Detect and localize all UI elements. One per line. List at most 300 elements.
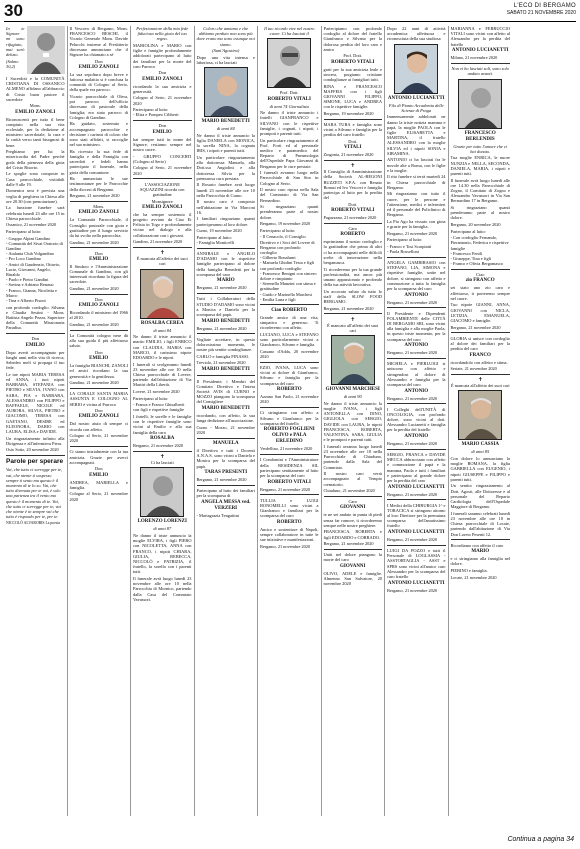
continuation-note: Continua a pagina 34	[507, 836, 574, 843]
notice-date: Chiuduno, 21 novembre 2020	[323, 488, 375, 494]
participants-list: - Il Cenacolo, il Consiglio Direttivo e i Soci del Lovere di Bergamo con profondo cordoglio - Gilberto Bonalumi - Manuela Ghidini Testa e figli con profondo cordoglio - Francesco Benigni con sincero dolore e rimpianto - Serenella Manzini con stima e gratitudine - Guido e Marinella Marchesi - Emilia Lana e figli	[260, 234, 317, 302]
portrait-photo	[394, 44, 438, 94]
title: Dott.	[348, 139, 358, 144]
notice-date: Gandino, 21 novembre 2020	[69, 239, 119, 245]
divider	[70, 446, 129, 447]
deceased-name: ROSALBA CEREA	[140, 320, 184, 326]
notice-text: Ne danno il triste annuncio il marito EMILIO, i figli ENRICO con CLAUDIA, MARIA con MARCO, il carissimo nipote EDOARDO e le nipoti.	[133, 334, 192, 360]
divider	[70, 388, 129, 389]
notice-date: Lovere, 21 novembre 2020	[133, 388, 180, 394]
divider	[260, 407, 319, 408]
divider	[387, 449, 446, 450]
notice-text: La sua sepoltura dopo breve e faticosa malattia si è conclusa la comunità di Cologno al Serio, della quale era parroco.	[69, 71, 128, 93]
notice-text: Un sentito ringraziamento al Dott. Agosti, alle Dottoresse e al personale del Reparto Cardiologia dell'Ospedale Maggiore di Bergamo.	[450, 483, 510, 510]
divider	[197, 438, 256, 439]
deceased-name: zio FRANCO	[465, 278, 495, 284]
notice-text: Ha annunciato le sue testimonianze per le Parrocchie della diocesi di Bergamo.	[69, 176, 128, 192]
deceased-age: di anni 84	[153, 327, 172, 333]
divider	[197, 485, 256, 486]
notice-date: Milano, 21 novembre 2020	[450, 55, 498, 61]
divider	[324, 223, 383, 224]
notice-date: Cologno al Serio, 21 novembre 2020	[133, 165, 192, 176]
notice-date: Bergamo, 21 novembre 2020	[387, 491, 438, 497]
column-7	[385, 26, 449, 816]
deceased-name: ROBERTO FOGLIENI OLIVO e PALA ERLEDINO	[263, 427, 315, 445]
notice-text: Ci stringiamo con affetto a Silvano e Gianfranco per la scomparsa del fratello	[260, 410, 319, 426]
deceased-name: EMILIO ZANOLI	[78, 303, 119, 309]
deceased-name: EMILIO ZANOLI	[78, 210, 119, 216]
deceased-name: EMILIO	[89, 472, 109, 478]
notice-text: che ha sempre sostenuto il progetto avviato da Ciao Et Felisia in Togo e profondamente vicino nel dialogo e alla collaborazione con i giovani.	[133, 211, 192, 238]
divider	[197, 333, 256, 334]
notice-text: grati per la sua amicizia leale e sincera, porgiamo cristiane condoglianze ai famigliari tutti.	[323, 66, 382, 83]
notice-date: Bergamo, 21 novembre 2020	[387, 350, 438, 356]
notice-date: Ossanico, 21 novembre 2020	[6, 222, 57, 228]
deceased-name: EMILIO ZANOLI	[142, 204, 183, 210]
notice-date: Bergamo, 21 novembre 2020	[196, 285, 247, 291]
notice-text: Il Presidente e Dipendenti POLAMBIENTE delle CITTÀ DI BERGAMO SRL sono vicini alla famiglia e alla moglie Paola, in questo triste momento, per la scomparsa del caro	[387, 310, 446, 342]
notice-text: Ricordiamo con affetto il caro	[450, 542, 504, 548]
deceased-name: ROBERTO VITALI	[331, 59, 375, 65]
divider	[260, 454, 319, 455]
deceased-name: MARIO BENEDETTI	[201, 405, 250, 411]
notice-date: Bergamo, 21 novembre 2020	[260, 486, 311, 492]
verse: Perfezionatore della mia fede fiduciosa nella gioia del tuo regno.	[136, 26, 189, 42]
notice-date: Zingonia, 21 novembre 2020	[323, 152, 374, 158]
notice-text: - GRUPPO CONCERTI (Cologno al Serio)	[133, 153, 192, 164]
participants-list: Partecipano al lutto: - Elisa e Pompeo Ciliberti	[133, 107, 179, 118]
notice-text: Il rito funebre si terrà martedì 24 in Chiesa parrocchiale di Bergamo.	[387, 174, 446, 190]
notice-text: Il Consiglio di Amministrazione della Società AL-BEGONI BUZZETI S.P.A. con Renato Bonasi ed Ivo Vescovi e famiglia partecipa al lutto per la perdita del	[323, 169, 382, 201]
notice-date: Locate, 21 novembre 2020	[450, 574, 497, 580]
notice-text: Le spoglie sono composte in Casa parrocchiale, visitabili dalle 9 alle 19.	[6, 171, 65, 187]
portrait-photo	[140, 269, 184, 319]
notice-text: Dopo una vita intensa e laboriosa, ci ha lasciati	[196, 54, 255, 65]
notice-date: Bergamo, 21 novembre 2020	[323, 541, 374, 547]
notice-text: sei stato uno zio caro e affettuoso, ti porteremo sempre nel cuore.	[450, 285, 510, 301]
deceased-name: ANTONIO LUCIANETTI	[451, 48, 509, 54]
deceased-name: EMILIO	[89, 356, 109, 362]
notice-text: ANGELA GAMBIRASIO con STEFANO, LIA, SIMONA e rispettive famiglie, unite nel dolore, si stringono con affetto e commozione a tutta la famiglia per la scomparsa del caro	[387, 260, 446, 292]
notice-date: Gandino, 21 novembre 2020	[69, 286, 119, 292]
cross-icon: ✝	[477, 377, 483, 384]
title: Mons.	[93, 204, 105, 210]
title: Ciao	[476, 272, 485, 278]
notice-text: MARA TURA e famiglia sono vicini a Silvano e famiglia per la perdita del caro fratello	[323, 122, 382, 138]
verse: Coloro che amiamo e che abbiamo perduto non sono più dove erano ma sono ovunque noi siamo.	[196, 26, 255, 47]
notice-text: I Medici della CHIRURGIA 1^ e TORACICA si stringono attorno al loro Direttore per la prematura scomparsa dell'amatissimo fratello	[387, 502, 446, 529]
notice-text: I familiari ringraziano quanti parteciperanno al loro dolore.	[196, 216, 255, 227]
notice-date: Verdellino, 21 novembre 2020	[260, 446, 313, 452]
notice-subtitle: Grazie per tutto l'amore che ci hai donato.	[453, 143, 508, 154]
deceased-name: ANTONIO	[404, 433, 429, 439]
cross-icon: ✝	[159, 454, 165, 461]
deceased-name: ANTONIO LUCIANETTI	[387, 95, 445, 101]
divider	[451, 539, 511, 540]
notice-text: Mi ringraziamo con tutto il cuore, per le persone e l'attenzione, medici e infermieri ed il personale del Policlinico di Bergamo.	[387, 191, 446, 218]
notice-text: e ci stringiamo alla famiglia nel dolore.	[450, 556, 510, 567]
notice-date: Bergamo, 21 novembre 2020	[387, 230, 438, 236]
deceased-name: ANGELA MESSA ved. VERZERI	[201, 499, 251, 511]
deceased-name: VITALI	[344, 145, 362, 151]
verse: Non vi ho lasciati soli, sono solo andato avanti.	[451, 66, 509, 77]
portrait-photo	[140, 467, 184, 517]
divider	[324, 160, 383, 161]
deceased-name: MARIO	[471, 549, 490, 555]
issue-date: SABATO 21 NOVEMBRE 2020	[506, 10, 576, 16]
notice-text: Il nostro caro riposa nella Sala del Commiato di Via San Bernardino.	[260, 187, 319, 203]
notice-text: Si ringraziano quanti prenderanno parte al nostro dolore.	[450, 205, 510, 221]
title: Don	[94, 297, 103, 302]
publication-name: L'ECO DI BERGAMO	[513, 3, 576, 9]
notice-date: Gandino, 21 novembre 2020	[69, 322, 119, 327]
deceased-name: MARIO BENEDETTI	[201, 119, 250, 125]
divider	[70, 294, 129, 295]
notice-date: Bergamo, 21 novembre 2020	[387, 299, 438, 305]
divider	[260, 494, 319, 495]
notice-text: RINA e FRANCESCO MAFFEIS con i figli GIOVANNI FILIPPO, SIMONE, LUCA e ANDREA con le rispettive famiglie.	[323, 83, 382, 110]
notice-text: Un accorato saluto da tutto lo staff della SLOW FOOD BERGAMO.	[323, 288, 382, 305]
divider	[451, 332, 511, 333]
divider	[70, 330, 129, 331]
notice-text: I Colleghi dell'UNITÀ di ONCOLOGIA, con profondo dolore, sono vicini al dott. Alessandro Lucianetti e famiglia per la perdita del fratello	[387, 406, 446, 433]
portrait-photo	[267, 38, 311, 88]
notice-text: I funerali avranno luogo nella Parrocchiale di San Siro in Cologno al Serio.	[260, 170, 319, 186]
portrait-photo	[204, 67, 248, 117]
notice-text: hai sempre tutti in nome del Signore, restiamo sempre nel nostro cuore.	[133, 136, 192, 152]
association-name: L'ASSOCIAZIONE SQUAZZINI ricorda con gratitudine	[140, 181, 185, 197]
participants-label: Partecipano al lutto:	[6, 229, 42, 235]
notice-text: FRANCESCA, ROBERTA e figli EDOARDO e CORRADO.	[323, 529, 382, 540]
notice-date: Seriate, 21 novembre 2020	[450, 366, 497, 372]
notice-date: Bergamo, 21 novembre 2020	[387, 587, 438, 593]
notice-text: LUCIANO, LUCA e STEFANO sono particolarmente vicini a Gianfranco, Silvano e famiglia.	[260, 331, 319, 348]
masthead	[507, 2, 576, 17]
notice-text: ANTONIO ci ha lasciati fra le nuvole alte a Roma, con le figlie e la moglie.	[387, 157, 446, 173]
notice-date: Bergamo, 21 novembre 2020	[69, 193, 120, 199]
verse-ref: (Sant'Agostino)	[212, 48, 240, 54]
notice-text: TULLIA e LUIGI BONOMELLI sono vicini a Gianfranco e familiari per la scomparsa del caro	[260, 497, 319, 519]
notice-date: Bergamo, 21 novembre 2020	[387, 395, 438, 401]
notice-text: Il nostro caro verrà accompagnato al Tempio crematorio.	[323, 471, 382, 487]
divider	[324, 496, 383, 497]
notice-text: Un particolare ringraziamento al Prof. Forti ed al personale medico e paramedico del Reparto di Pneumologia dell'Ospedale Papa Giovanni di Bergamo per le cure prestate.	[260, 137, 319, 169]
notice-date: Bergamo, 21 novembre 2020	[133, 443, 184, 449]
deceased-age: di anni 74 Giornalista	[269, 103, 309, 109]
title: Caro	[348, 499, 358, 505]
divider	[133, 178, 192, 179]
notice-text: I funerali si svolgeranno lunedì 23 novembre alle ore 10 nella Chiesa parrocchiale di Lovere, partendo dall'abitazione di Via Martiri della Libertà.	[133, 361, 192, 388]
divider	[387, 545, 446, 546]
notice-text: Tutti i Collaboratori della STUDIO D'ADAMO sono vicini a Monica e Daniela per la scomparsa del papà.	[196, 296, 255, 317]
notice-text: EZIO, IVANA, LUCA sono vicini ai dolore di Gianfranco, Silvano e famiglia per la scomparsa del caro	[260, 365, 319, 386]
section-heading: Parole per sperare	[6, 458, 64, 466]
deceased-name: MARIO	[216, 278, 235, 284]
column-3	[131, 26, 195, 816]
deceased-age: di anni 90	[343, 394, 362, 400]
notice-date: Cologno al Serio, 21 novembre 2020	[69, 491, 128, 502]
participants-label: Partecipano al lutto:	[387, 237, 423, 243]
notice-date: Pagazzano, 21 novembre 2020	[323, 215, 377, 220]
title: Dott.	[348, 201, 358, 207]
participants-list: - Mariagrazia Tengattini	[196, 512, 240, 518]
notice-date: Osio Sotto, 20 novembre 2020	[6, 447, 59, 453]
divider	[133, 247, 192, 248]
notice-text: il Direttivo e tutti i Docenti A.N.A.S. sono vicini a Daniela e Monica per la scomparsa del papà.	[196, 447, 255, 469]
notice-text: Ne danno il triste annuncio la figlia DANIELA con MONICA, la sorella NINA, la cognata IRIS, i nipoti e parenti tutti.	[196, 132, 255, 154]
notice-date: Cologno al Serio, 21 novembre 2020	[69, 433, 128, 444]
notice-text: I fratelli, le sorelle e le famiglie con le rispettive famiglie sono vicini al Emilio e alla sua famiglia della cara	[133, 413, 192, 435]
divider	[133, 451, 192, 452]
column-2	[68, 26, 132, 816]
notice-text: CARLO e famiglia FINASSI.	[196, 353, 249, 359]
divider	[6, 455, 65, 456]
divider	[70, 247, 129, 248]
deceased-name: ANTONIO	[404, 388, 429, 394]
deceased-name: EMILIO	[89, 256, 109, 262]
notice-text: Tua moglie ENRICA, le nuore NUNZIA e NELLA, SECONDA, DANIELA, MARIA, i nipoti e parenti tutti.	[450, 155, 510, 176]
notice-text: Ti ricorderemo per la tua grande professionalità, ma ancor più umano appassionato e profondo della tua attività lavorativa.	[323, 266, 382, 288]
participants-label: Partecipano al lutto:	[260, 227, 296, 233]
title: Don	[94, 250, 103, 256]
divider	[324, 549, 383, 550]
column-6	[322, 26, 386, 816]
participants-list: - Franca e Franco Ghisalberti con figli e rispettive famiglie	[133, 402, 185, 413]
notice-date: Curno, 19 novembre 2020	[196, 228, 242, 234]
notice-date: Bergamo, 20 novembre 2020	[450, 222, 501, 227]
poem: Vai, che tutto ci sorregge per te, vai, che niente ti sospesso sempre ti sento ma questo è il momento di te lo so. Vai, che tutto divenuta per te vai, è solo una partenza tra il vento ma questo è il momento di te. Vai, che tutto ci sorregge per te, vai che niente è in sempre vai che tutto è rispondo per te, per te.	[6, 467, 63, 520]
deceased-name: ANTONIO	[404, 343, 429, 349]
page-header	[4, 2, 576, 22]
notice-text: Le tue nipoti MARIA TERESA ed ANNA, i tuoi nipoti BARBARA, STEFANIA con PIETRO e SILVIA, IVANO con SARA, PIA e BARBARA, ALESSANDRO con FILIPPO e RAFFAELE, NICOLE ed AURORA, SILVIA, PIETRO e GIACOMO, TERESA con GAETANO, DESIRE ed ELEONORA, DARIO con LAURA, ELISA e DAVIDE.	[6, 371, 65, 435]
obituary-columns	[4, 26, 576, 816]
divider	[197, 248, 256, 249]
notice-text: Dopo averti accompagnato per lunghi anni nella vita di ricerca, Sebedeo meli sì propaga il tuo fede.	[6, 349, 65, 371]
notice-text: esprimiamo il nostro cordoglio e la gratitudine che prima di altri ci ha accompagnati nelle difficili scelte di innovazione nella bergamasca.	[323, 239, 382, 265]
notice-date: Cassano d'Adda, 20 novembre 2020	[260, 348, 319, 360]
notice-text: Il nostro caro è composto nell'abitazione in Via Marconi 16.	[196, 199, 255, 215]
divider	[133, 120, 192, 121]
deceased-name: Ciao ROBERTO	[271, 307, 308, 313]
notice-text: Ci siamo inizialmente con la tua amicizia. Grazie per averci accompagnati.	[69, 449, 128, 465]
notice-text: I funerali avranno luogo lunedì 23 novembre alle ore 10 nella Parrocchiale di Chiuduno, partendo dalla Sala del Commiato.	[323, 443, 382, 470]
notice-text: Il Rosario funebre avrà luogo lunedì 23 novembre alle ore 10 nella Parrocchia di Curno.	[196, 182, 255, 198]
deceased-name: ROBERTO	[340, 232, 366, 238]
notice-text: Il funerale avrà luogo lunedì alle ore 14.30 nella Parrocchiale di Zogno, il Comitato di Zogno e Alessandro Vavassori in Via San Bernardino 17 in Bergamo.	[450, 177, 510, 204]
notice-date: Azzano San Paolo, 21 novembre 2020	[260, 394, 319, 405]
notice-text: Si ringraziano quanti prenderanno parte al nostro dolore.	[260, 204, 319, 220]
divider	[387, 257, 446, 258]
notice-text: Amico e sostenitore di Napoli, sempre collaboratore in tutte le sue iniziative e manifestazioni.	[260, 526, 319, 543]
portrait-photo	[458, 79, 502, 129]
notice-text: La Comunità Parrocchiale, il Consiglio pastorale con gioia e gratitudine per il lungo servizio da lui svolto nella parrocchia.	[69, 217, 128, 239]
notice-text: La famiglia BIANCHI, ZANOLI ed amici ricordano la sua generosità e la gentilezza.	[69, 363, 128, 379]
deceased-name: ROBERTO VITALI	[331, 208, 375, 213]
deceased-name: MARIO BENEDETTI	[201, 318, 250, 324]
notice-text: SERGIO, FRANCA e DAVIDE MECCA abbracciano con affetto e commozione il papà e la mamma, Paola e tutti i familiari e partecipano al grande dolore per la perdita del caro	[387, 451, 446, 483]
deceased-name: FRANCESCO BERLENDIS	[464, 130, 496, 142]
title: Don	[158, 70, 167, 76]
notice-text: Ricordando il ministero del 1966 al 2010.	[69, 310, 128, 321]
notice-text: Il Sindaco e l'Amministrazione Comunale di Gandino, con gli interessati ricordano la figura del sacerdote.	[69, 263, 128, 285]
verse-ref: (Salmo 30,2)	[6, 58, 19, 69]
notice-text: Preghiamo per lui la misericordia del Padre perché goda della pienezza della gioia del Cristo Risorto.	[6, 149, 65, 170]
notice-text: ANNIBALE e ANGELO D'ADAMO con le rispettive famiglie partecipano al dolore della famiglia Benedetti per la scomparsa del caro	[196, 250, 255, 277]
title: Don	[158, 123, 167, 129]
notice-text: Domenica sera è prevista una veglia di preghiera in Chiesa alle ore 20.30 (con prenotazione).	[6, 188, 65, 204]
deceased-name: ANTONIO LUCIANETTI	[387, 529, 445, 535]
notice-text: Il Presidente, i Membri del Comitato Direttivo e l'intera Società AVIS di CURNO e MOZZO piangono la scomparsa del Consigliere	[196, 378, 255, 405]
deceased-name: GIOVANNI MARCHESI	[325, 387, 380, 393]
notice-text: LUIGI DA POZZO e tutti il Personale di LOGLASSIA - ASSTORTAGLIA - ASST e SPRS sono vicini all'amico caro Alessandro per la scomparsa del caro fratello	[387, 547, 446, 579]
deceased-name: MANUELA	[212, 440, 239, 446]
notice-text: I Sacerdoti e la COMUNITÀ CRISTIANA DI OSSANICO ALMENO affidano all'abbraccio di Cristo buon pastore il sacerdote	[6, 76, 65, 102]
portrait-photo	[458, 390, 502, 440]
column-1	[4, 26, 68, 816]
divider	[260, 362, 319, 363]
deceased-name: EMILIO ZANOLI	[78, 414, 119, 420]
notice-text: Un ringraziamento infinito alla Dirigenza e all'infermiera Piera.	[6, 435, 65, 446]
notice-date: Bergamo, 19 novembre 2020	[323, 111, 374, 117]
deceased-name: ROBERTO VITALI	[267, 479, 311, 485]
notice-text: I funerali saranno celebrati lunedì 23 novembre alle ore 10 in Chiesa parrocchiale di Locate, partendo dall'abitazione di Via Don Loreto Pesenti 12.	[450, 510, 510, 537]
deceased-name: GIOVANNI	[340, 563, 366, 569]
notice-text: MARIANNA e FERRUCCIO VITALI sono vicini con affetto al Alessandro per la perdita del fratello	[450, 26, 510, 47]
notice-text: Dopo 22 anni di attività accademica affettuosa e riconosciuta della sua studiosa	[387, 26, 446, 42]
notice-text: Ci ha lasciati	[150, 460, 174, 466]
notice-text: PIERINO e famiglia.	[450, 567, 488, 573]
notice-text: Ne danno il triste annuncio i fratelli GIANFRANCO e SILVANO con le rispettive famiglie, i cognati, i nipoti, i pronipoti e parenti tutti.	[260, 110, 319, 137]
notice-date: Bergamo, 21 novembre 2020	[196, 325, 247, 331]
divider	[451, 374, 511, 375]
divider	[324, 119, 383, 120]
notice-text: Il funerale avrà luogo lunedì 23 novembre alle ore 10 nella Parrocchia di Mornico, partendo dalla Casa del Commiato Vavassori.	[133, 575, 192, 602]
notice-date: Bergamo, 21 novembre 2020	[323, 305, 374, 311]
participants-label: Partecipano al lutto:	[450, 228, 486, 234]
title: Prof. Dott.	[343, 53, 363, 59]
deceased-name: MARIO BENEDETTI	[201, 366, 250, 372]
deceased-age: di anni 87	[153, 526, 172, 532]
notice-text: I Condomini e l'Amministratore della RESIDENZA SIL partecipano sentitamente al lutto per la scomparsa del caro	[260, 457, 319, 478]
notice-text: Un particolare ringraziamento alla dottoressa Manuela, alla Dott.ssa Angiolini e alla dottoressa Silvia per la premurosa cura prestata.	[196, 155, 255, 181]
deceased-name: ROSALBA	[150, 436, 175, 442]
participants-list: - Franco e Tosi Scarpiatti - Paola Rosselloni	[387, 243, 432, 255]
notice-text: Partecipiamo con profondo cordoglio al dolore del fratello Gianfranco e Silvano per la dolorosa perdita del loro caro e amico	[323, 26, 382, 52]
divider	[197, 375, 256, 376]
title: Don	[94, 58, 103, 64]
notice-text: Il tuo ricordo vive nel nostro cuore. Ci ha lasciati il	[264, 26, 315, 37]
divider	[260, 304, 319, 305]
deceased-name: LORENZO LORENZI	[137, 519, 187, 525]
participants-list: Partecipano al lutto: - Famiglia Monticelli	[196, 234, 235, 245]
title: Mons.	[29, 103, 41, 109]
deceased-name: EMILIO ZANOLI	[15, 109, 56, 115]
notice-text: Ne danno il triste annuncio la moglie ELVIRA, i figli PIERO con NICOLETTA, ANNA con FRANCO, i nipoti CHIARA, GIULIA, REBECCA, NICCOLÒ e PATRIZIA, il fratello, la sorella con i parenti tutti.	[133, 532, 192, 575]
deceased-affiliation: Filo di Pianto Accademia delle Scienze di Praga	[388, 102, 444, 113]
notice-text: ANDREA, MARIELLA e famiglia.	[69, 479, 128, 490]
divider	[387, 499, 446, 500]
notice-date: Cologno al Serio, 21 novembre 2020	[133, 95, 192, 106]
deceased-name: ROBERTO VITALI	[267, 96, 311, 102]
divider	[6, 333, 65, 334]
portrait-photo	[331, 335, 375, 385]
notice-text: Dal nostro aiuto di sempre ci ricorda con affetto.	[69, 421, 128, 432]
column-8	[449, 26, 513, 816]
divider	[197, 293, 256, 294]
notice-text: Partecipano al lutto dei familiari per la scomparsa di	[196, 488, 255, 499]
deceased-name: ANTONIO LUCIANETTI	[387, 484, 445, 490]
notice-text: Vogliate accettare, in questo dolorosissimo momento, le nostre più sentite condoglianze.	[196, 336, 255, 352]
notice-date: Curno - Mozzo, 21 novembre 2020	[196, 424, 255, 435]
deceased-name: FRANCO	[469, 352, 491, 358]
divider	[451, 269, 511, 270]
deceased-name: ROBERTO	[276, 519, 302, 525]
notice-date: Bergamo, 21 novembre 2020	[387, 536, 438, 542]
title: Caro	[348, 225, 358, 231]
cross-icon: ✝	[159, 250, 165, 257]
column-4	[195, 26, 259, 816]
portrait-photo	[27, 26, 65, 74]
notice-text: È mancato all'affetto dei suoi cari	[327, 322, 379, 333]
title: Don	[94, 466, 103, 472]
notice-text: Uniti nel dolore piangono la morte del caro	[323, 552, 382, 563]
notice-text: Ha guidato, sostenuto e accompagnato parrocchie e decisione i carismi di coloro che sono stati affidati, si raccoglie nel suo ministero.	[69, 121, 128, 148]
notice-text: La Pia Ago ha vissuto con gioia e grazie per la famiglia.	[387, 218, 446, 230]
notice-date: Bergamo, 21 novembre 2020	[450, 324, 501, 330]
divider	[70, 201, 129, 202]
notice-date: Bergamo, 21 novembre 2020	[387, 440, 438, 446]
deceased-name: GIOVANNI	[340, 505, 366, 511]
notice-text: LA CORALE SANTA MARIA ASSUNTA E COLOGNO AL SERIO è vicina al Parroco	[69, 391, 128, 407]
notice-text: Vicario parrocchiale di Olera, poi parroco dell'ufficio diocesano di pastorale della famiglia; era stato parroco di Cologno di Gandino.	[69, 94, 128, 120]
participants-list: - Gruppo Alpini Gandino - Comunità del Sivai Oratorio di Gandino - Atalanta Club Volgandino - Pro Loco Gandino - Amici di Gaudenzio, Ottavio, Lucio, Giovanni, Angelo, Rinaldo - Paolo e Pietro Gandini - Savina e Adriano Benassi - Franco, Gianna, Nicoletta e Marco - Tina e Alberto Pisoni	[6, 235, 63, 304]
deceased-name: EMILIO ZANOLI	[78, 64, 119, 70]
divider	[451, 63, 511, 64]
notice-text: Immensamente addolorati ne danno la triste notizia mamma e papà, la moglie PAOLA con le figlie ELISABETTA e MARTINA, il fratello ALESSANDRO con la moglie SILVIA ed i nipoti SONIA e SIBAMINA.	[387, 114, 446, 156]
divider	[387, 358, 446, 359]
participants-list: - Con cordoglio Fernando, Pierantonio, Federica e rispettive famiglie - Francesco Fenili - Giuseppe, Tina e figli - Franco e Olivia Bergamasco	[450, 235, 509, 267]
notice-text: La funzione funebre sarà celebrata lunedì 23 alle ore 15 in Chiesa parrocchiale.	[6, 205, 65, 221]
notice-text: Con dolore lo annunciano la moglie ROMANA, la figlia GABRIELLA con EUGENIO, i nipoti GIUSEPPE e FILIPPO e parenti tutti.	[450, 455, 510, 482]
notice-text: Riconoscenti per tutto il bene compiuto nella sua vita ecclesiale, per la dedizione al ministero sacerdotale, la cura e la carità verso tanti bisognosi di bene.	[6, 116, 65, 148]
deceased-name: TARAS PRESENTI	[204, 470, 248, 476]
deceased-name: EMILIO	[25, 342, 45, 348]
notice-text: Tuo nipote GIANNI, ANNA, GIOVANNI con NICLA, LETIZIA, EMANUELA, GIACOMO e famiglie.	[450, 302, 510, 323]
notice-date: Treviolo, 21 novembre 2020	[196, 360, 246, 366]
notice-text: Ne danno il triste annuncio la moglie IVANA, i figli ANTONELLA con DINO, GIGLIOLA con SERGIO, DAVIDE con LAURA, le nipoti FRANCESCA, ROBERTA, VALENTINA, SARA, GIULIA e le pronipoti e parenti tutti.	[323, 400, 382, 443]
deceased-name: EMILIO	[152, 129, 172, 135]
verse: In te Signore mi sono rifugiato, mai sarò deluso.	[6, 26, 25, 58]
notice-text: Il Vescovo di Bergamo, Mons. FRANCESCO BESCHI, il Vicario Generale Mons. Davide Pelucchi insieme al Presbiterio diocesano annunciano che il Signore ha chiamato a sé	[69, 26, 128, 58]
notice-text: ricordando la sua amicizia e generosità.	[133, 83, 192, 94]
notice-text: Ha ricevuto la sua fede di famiglia e della Famiglia con sacerdoti e fedeli hanno partecipato il funerale, nella gioia della comunione.	[69, 148, 128, 175]
notice-date: Bergamo, 19 novembre 2020	[260, 221, 311, 227]
notice-date: Bergamo, 21 novembre 2020	[196, 477, 247, 483]
notice-text: Grande amico di una vita, simpatico e generoso. Ti ricorderemo con affetto.	[260, 314, 319, 331]
divider	[387, 307, 446, 308]
cross-icon: ✝	[350, 316, 356, 323]
notice-date: Gandino, 21 novembre 2020	[69, 380, 119, 386]
deceased-name: MARIO CASSIA	[461, 442, 499, 448]
notice-text: te ne sei andato in punta di piedi senza far rumore, ti ricorderemo sempre nelle nostre preghiere.	[323, 512, 382, 528]
notice-text: La Comunità cologno nese dà alla sua guida il più affettuoso saluto.	[69, 332, 128, 349]
notice-date: Gandino, 21 novembre 2020	[133, 239, 183, 245]
notice-text: ricordandolo con affetto e stima.	[450, 359, 508, 365]
divider	[387, 403, 446, 404]
notice-text: MARIOLINA e MARIO con figlie e famiglie profondamente addolorati partecipano al lutto dei familiari per la morte del caro Parroco	[133, 43, 192, 69]
deceased-name: ANTONIO	[404, 292, 429, 298]
title: Don	[31, 336, 40, 342]
